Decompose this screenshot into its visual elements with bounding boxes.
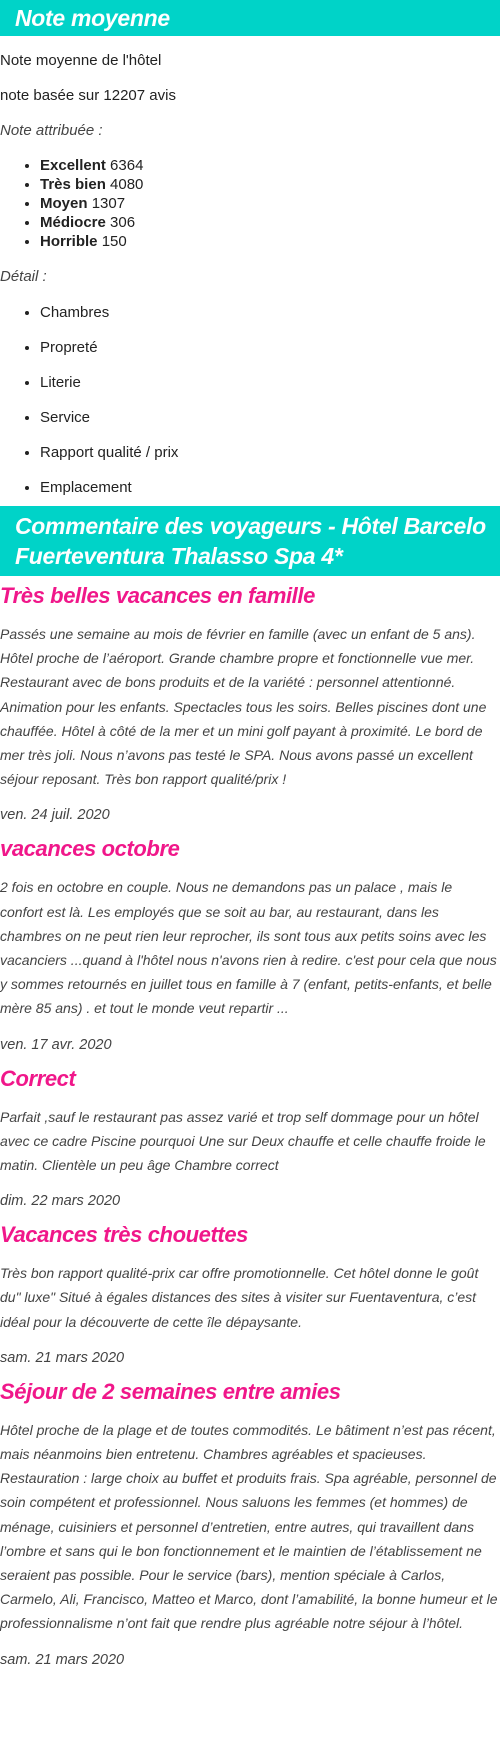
review-body: Parfait ,sauf le restaurant pas assez varié et trop self dommage pour un hôtel avec ce cadre Piscine pourquoi Une sur Deux chauffe et celle chauffe froide le matin. Clientèle un peu âge Chambre correct [0,1108,486,1174]
review-item [0,1221,500,1368]
review-item [0,1378,500,1670]
review-title: Séjour de 2 semaines entre amies [0,1378,341,1404]
review-body: Passés une semaine au mois de février en famille (avec un enfant de 5 ans). Hôtel proche de l’aéroport. Grande chambre propre et fonctionnelle vue mer. Restaurant avec de bons produits et de la variété : personnel attentionné. Animation pour les enfants. Spectacles tous les soirs. Belles piscines dont une chauffée. Hôtel à côté de la mer et un mini golf payant à proximité. Le bord de mer très joli. Nous n’avons pas testé le SPA. Nous avons passé un excellent séjour reposant. Très bon rapport qualité/prix ! [0,626,487,788]
review-date: dim. 22 mars 2020 [0,1193,121,1210]
review-body: Hôtel proche de la plage et de toutes commodités. Le bâtiment n’est pas récent, mais néanmoins bien entretenu. Chambres agréables et spacieuses. Restauration : large choix au buffet et produits frais. Spa agréable, personnel de soin compétent et professionnel. Nous saluons les femmes (et hommes) de ménage, cuisiniers et personnel d’entretien, entre autres, qui travaillent dans l’ombre et sans qui le bon fonctionnement et le maintien de l’établissement ne seraient pas possible. Pour le service (bars), mention spéciale à Carlos, Carmelo, Ali, Francisco, Matteo et Marco, dont l’amabilité, la bonne humeur et le professionnalisme n’ont fait que rendre plus agréable notre séjour à l’hôtel. [0,1421,498,1632]
rating-item [40,156,500,175]
review-title: Correct [0,1065,76,1091]
review-date: sam. 21 mars 2020 [0,1651,125,1668]
rating-count: 306 [110,214,136,231]
review-title: Très belles vacances en famille [0,583,315,608]
detail-item-proprete: • Propreté [40,338,500,358]
ratings-label: Note attribuée : [0,122,103,139]
rating-count: 1307 [91,195,126,212]
detail-item-emplacement: • Emplacement [40,478,500,498]
rating-count: 6364 [110,157,144,174]
review-body: 2 fois en octobre en couple. Nous ne demandons pas un palace , mais le confort est là. Les employés que se soit au bar, au restaurant, dans les chambres on ne peut rien leur reprocher, ils sont tous aux petits soins avec les vacanciers ...quand à l'hôtel nous n'avons rien à redire. c'est pour cela que nous y sommes retournés en juillet tous en famille à 7 (enfant, petits-enfants, et belle mère 85 ans) . et tout le monde veut repartir ... [0,879,497,1017]
ratings-list [0,156,500,251]
review-item [0,582,500,825]
comments-section-title: Commentaire des voyageurs - Hôtel Barcelo Fuerteventura Thalasso Spa 4* [0,506,500,576]
rating-label: Horrible [40,233,98,250]
review-item [0,1065,500,1212]
rating-item [40,232,500,251]
rating-item [40,194,500,213]
rating-label: Moyen [40,195,88,212]
review-date: ven. 24 juil. 2020 [0,807,110,824]
details-list [0,303,500,498]
rating-item [40,175,500,194]
note-section [0,36,500,498]
review-title: Vacances très chouettes [0,1222,249,1248]
detail-item-rapport: • Rapport qualité / prix [40,443,500,463]
review-date: ven. 17 avr. 2020 [0,1036,112,1053]
review-item [0,835,500,1054]
detail-item-chambres: • Chambres [40,303,500,323]
note-section-title: Note moyenne [0,0,500,36]
rating-item [40,213,500,232]
detail-item-service: • Service [40,408,500,428]
rating-label: Médiocre [40,214,106,231]
rating-label: Très bien [40,176,106,193]
reviews-count: note basée sur 12207 avis [0,87,176,104]
review-date: sam. 21 mars 2020 [0,1349,125,1366]
hotel-note-label: Note moyenne de l'hôtel [0,52,162,69]
details-label: Détail : [0,268,47,285]
reviews-list [0,576,500,1670]
rating-label: Excellent [40,157,106,174]
rating-count: 150 [101,233,127,250]
rating-count: 4080 [110,176,144,193]
detail-item-literie: • Literie [40,373,500,393]
review-title: vacances octobre [0,836,180,862]
review-body: Très bon rapport qualité-prix car offre promotionnelle. Cet hôtel donne le goût du" luxe" Situé à égales distances des sites à visiter sur Fuentaventura, c’est idéal pour la découverte de cette île dépaysante. [0,1265,479,1330]
